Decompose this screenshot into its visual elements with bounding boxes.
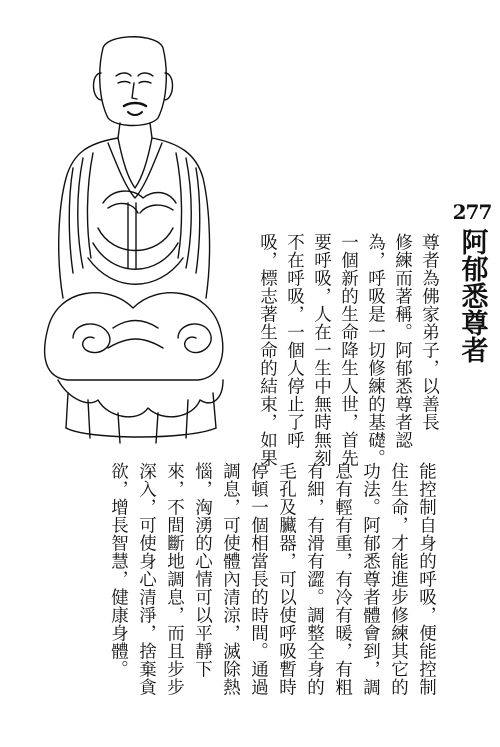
text-column: 為，呼吸是一切修練的基礎。 bbox=[365, 233, 386, 467]
text-column: 功法。阿郁悉尊者體會到，調 bbox=[360, 462, 381, 696]
text-column: 修練而著稱。阿郁悉尊者認 bbox=[392, 233, 413, 449]
text-column: 毛孔及臟器，可以使呼吸暫時 bbox=[276, 462, 297, 696]
text-column: 一個新的生命降生人世，首先 bbox=[338, 233, 359, 467]
page-number: 277 bbox=[452, 200, 492, 224]
text-column: 尊者為佛家弟子，以善長 bbox=[419, 233, 440, 431]
text-column: 深入，可使身心清淨，捨棄貪 bbox=[136, 462, 157, 696]
text-column: 來，不間斷地調息，而且步步 bbox=[164, 462, 185, 696]
arhat-illustration bbox=[28, 28, 238, 448]
text-column: 不在呼吸，一個人停止了呼 bbox=[284, 233, 305, 449]
text-column: 要呼吸，人在一生中無時無刻 bbox=[311, 233, 332, 467]
text-column: 停頓一個相當長的時間。通過 bbox=[248, 462, 269, 696]
text-column: 調息，可使體內清涼，滅除熱 bbox=[220, 462, 241, 696]
page-header bbox=[452, 200, 492, 363]
page-title: 阿郁悉尊者 bbox=[456, 228, 488, 363]
text-column: 惱，洶湧的心情可以平靜下 bbox=[192, 462, 213, 678]
text-column: 欲，增長智慧，健康身體。 bbox=[108, 462, 129, 678]
text-column: 吸，標志著生命的結束，如果 bbox=[257, 233, 278, 467]
text-column: 能控制自身的呼吸，便能控制 bbox=[416, 462, 437, 696]
text-column: 有細，有滑有澀。調整全身的 bbox=[304, 462, 325, 696]
text-column: 息有輕有重，有冷有暖，有粗 bbox=[332, 462, 353, 696]
text-column: 住生命，才能進步修練其它的 bbox=[388, 462, 409, 696]
